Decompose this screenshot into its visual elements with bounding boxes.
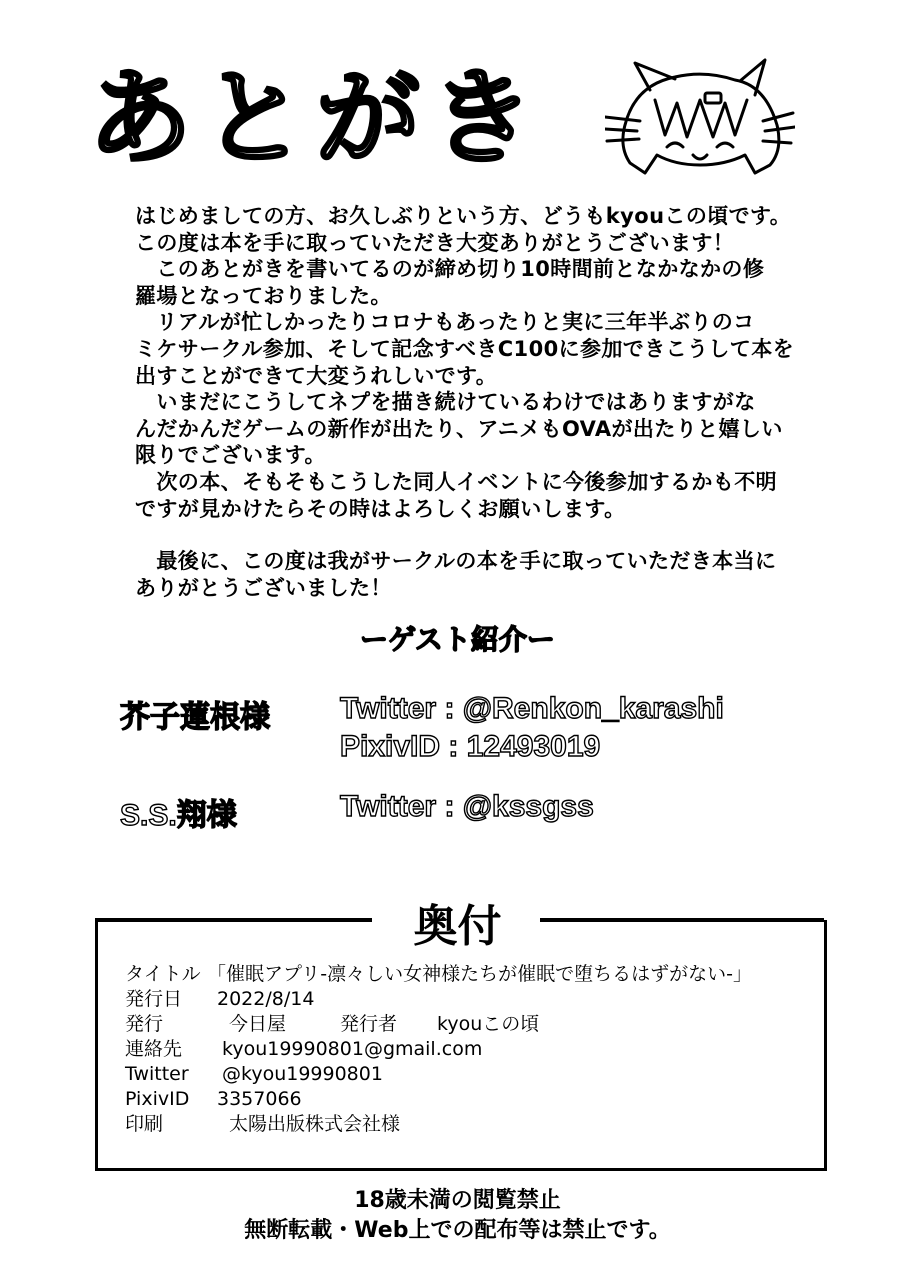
colophon-value: 今日屋 (229, 1013, 287, 1035)
colophon-label: Twitter (125, 1063, 189, 1085)
body-line: 次の本、そもそもこうした同人イベントに今後参加するかも不明 (135, 469, 777, 494)
colophon-label: タイトル (125, 963, 201, 985)
body-line: 羅場となっておりました。 (135, 283, 392, 308)
colophon-value: @kyou19990801 (222, 1063, 383, 1085)
redistribution-notice: 無断転載・Web上での配布等は禁止です。 (244, 1218, 671, 1243)
title-char: と (202, 56, 307, 179)
title-char: が (316, 56, 421, 179)
guest-heading: ーゲスト紹介ー (360, 623, 555, 656)
guest-name: S.S.翔様 (120, 799, 237, 832)
colophon-heading: 奥付 (380, 890, 535, 954)
body-line: リアルが忙しかったりコロナもあったりと実に三年半ぶりのコ (135, 310, 755, 335)
guest-pixiv: PixivID : 12493019 (340, 730, 601, 763)
chibi-character-face-icon (605, 55, 795, 185)
closing-line: ありがとうございました！ (135, 575, 392, 600)
guest-twitter: Twitter : @kssgss (340, 790, 594, 823)
body-line: 限りでございます。 (135, 443, 326, 468)
age-restriction-notice: 18歳未満の閲覧禁止 (354, 1188, 561, 1213)
colophon-value: 太陽出版株式会社様 (229, 1113, 401, 1135)
colophon-value: 2022/8/14 (217, 988, 315, 1010)
afterword-title (88, 55, 544, 180)
colophon-label: PixivID (125, 1088, 190, 1110)
colophon-value: 3357066 (217, 1088, 302, 1110)
guest-name: 芥子蓮根様 (120, 701, 270, 734)
body-line: ミケサークル参加、そして記念すべきC100に参加できこうして本を (135, 336, 794, 361)
title-char: き (430, 56, 535, 179)
title-char: あ (88, 56, 193, 179)
colophon-label: 発行日 (125, 988, 183, 1010)
body-line: この度は本を手に取っていただき大変ありがとうございます！ (135, 230, 735, 255)
body-line: はじめましての方、お久しぶりという方、どうもkyouこの頃です。 (135, 204, 792, 228)
colophon-label: 印刷 (125, 1113, 164, 1135)
body-line: んだかんだゲームの新作が出たり、アニメもOVAが出たりと嬉しい (135, 416, 783, 441)
body-line: いまだにこうしてネプを描き続けているわけではありますがな (135, 390, 756, 415)
colophon-value: kyou19990801@gmail.com (222, 1038, 483, 1060)
colophon-label: 発行 (125, 1013, 164, 1035)
colophon-label: 連絡先 (125, 1038, 183, 1060)
body-line: ですが見かけたらその時はよろしくお願いします。 (135, 496, 626, 521)
colophon-value: kyouこの頃 (437, 1013, 540, 1035)
colophon-value: 「催眠アプリ-凛々しい女神様たちが催眠で堕ちるはずがない-」 (207, 963, 752, 985)
colophon-label: 発行者 (340, 1013, 398, 1035)
guest-twitter: Twitter : @Renkon_karashi (340, 692, 724, 725)
afterword-body (135, 203, 795, 601)
body-line: 出すことができて大変うれしいです。 (135, 363, 498, 388)
body-line: このあとがきを書いてるのが締め切り10時間前となかなかの修 (135, 257, 765, 282)
closing-line: 最後に、この度は我がサークルの本を手に取っていただき本当に (135, 549, 777, 574)
